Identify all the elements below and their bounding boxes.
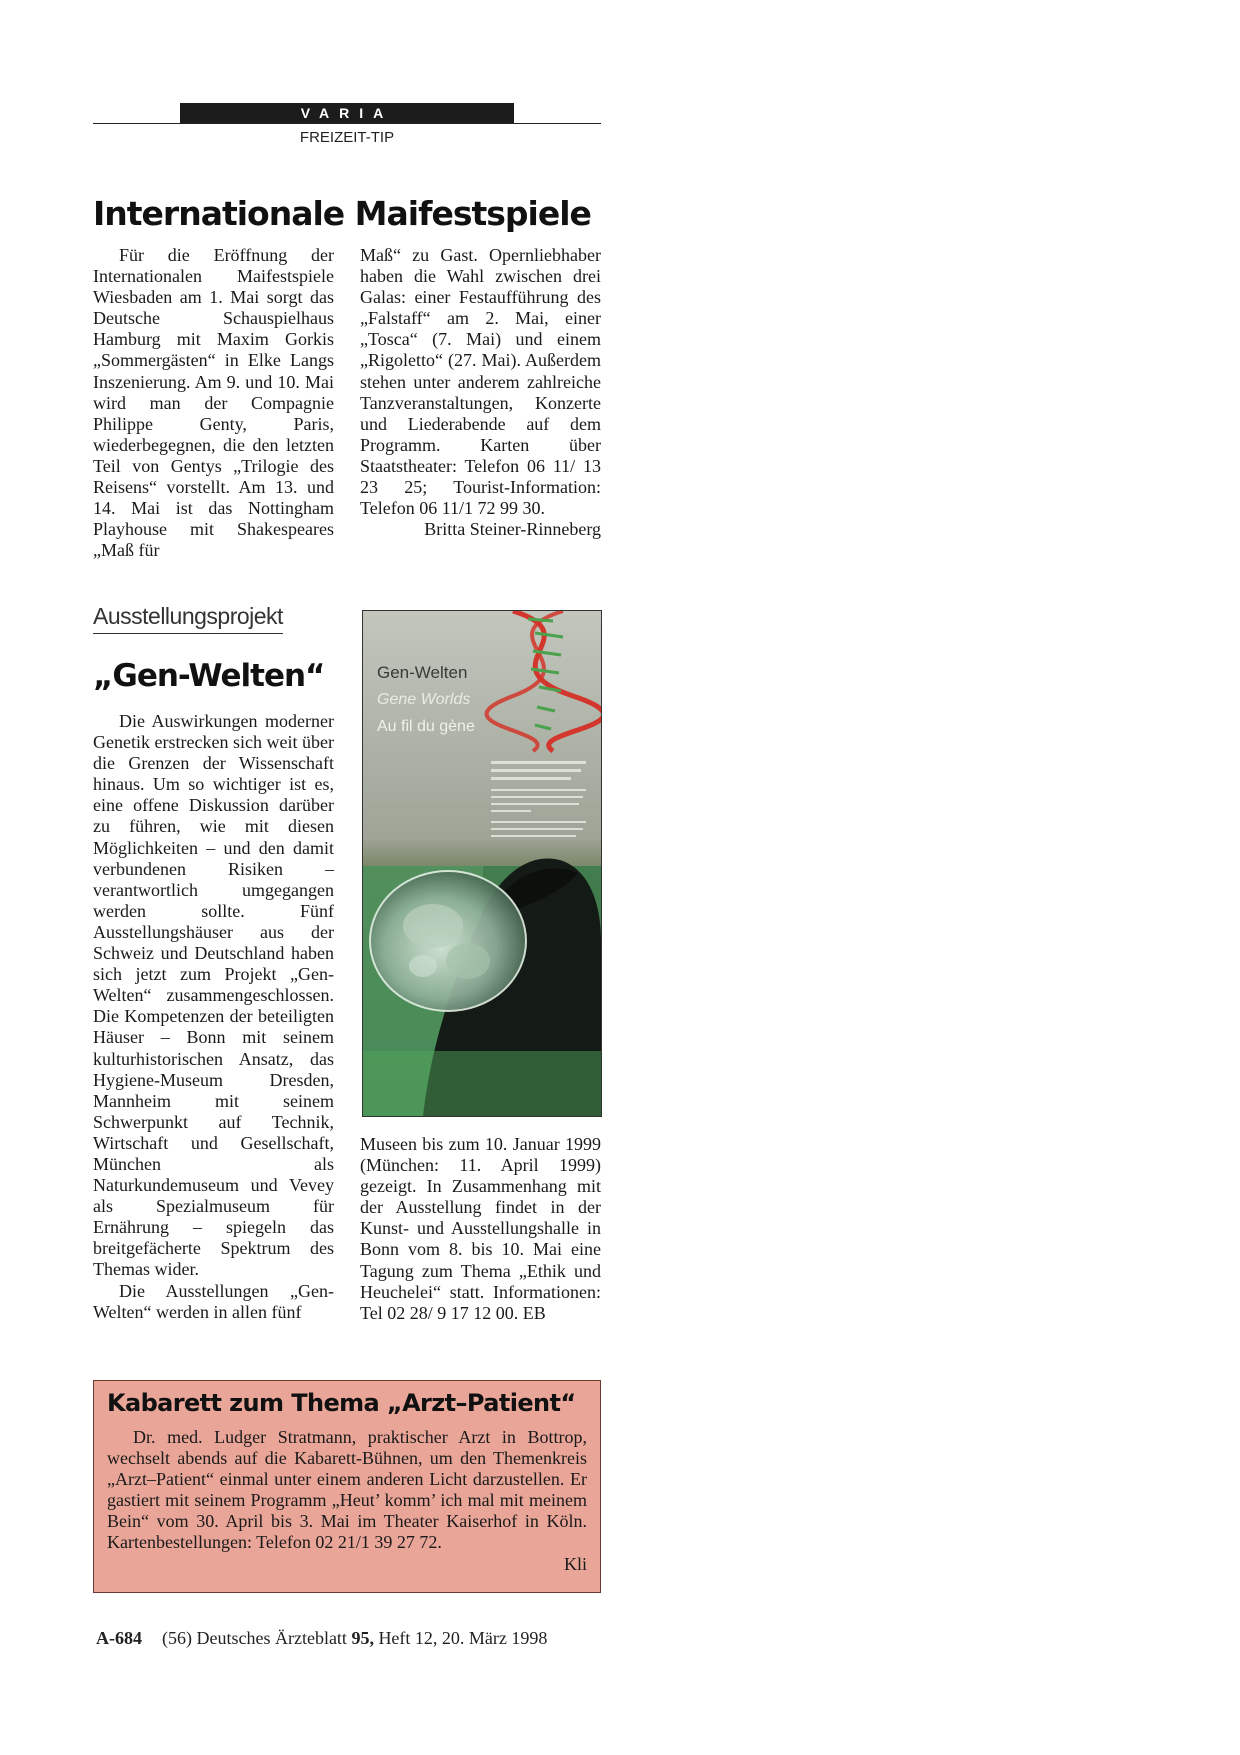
- article2-kicker: Ausstellungsprojekt: [93, 603, 283, 634]
- box-title: Kabarett zum Thema „Arzt–Patient“: [107, 1389, 576, 1417]
- section-label: VARIA: [180, 103, 514, 123]
- subsection-label: FREIZEIT-TIP: [299, 129, 395, 146]
- poster-title-fr: Au fil du gène: [377, 718, 475, 735]
- poster-title-de: Gen-Welten: [377, 663, 468, 682]
- box-paragraph: Dr. med. Ludger Stratmann, praktischer Arzt in Bottrop, wechselt abends auf die Kabarett-Bühnen, um den Themenkreis „Arzt–Patient“ einmal unter einem anderen Licht darzustellen. Er gastiert mit seinem Programm „Heut’ komm’ ich mal mit meinem Bein“ vom 30. April bis 3. Mai im Theater Kaiserhof in Köln. Kartenbestellungen: Telefon 02 21/1 39 27 72.: [107, 1427, 587, 1553]
- gen-welten-poster-image: [362, 610, 602, 1117]
- article-title-maifestspiele: Internationale Maifestspiele: [93, 194, 591, 233]
- poster-title-en: Gene Worlds: [377, 691, 471, 708]
- article2-paragraph-1: Die Auswirkungen moderner Genetik erstrecken sich weit über die Grenzen der Wissenschaft hinaus. Um so wichtiger ist es, eine offene Diskussion darüber zu führen, wie mit diesen Möglichkeiten – und den damit verbundenen Risiken – verantwortlich umgegangen werden sollte. Fünf Ausstellungshäuser aus der Schweiz und Deutschland haben sich jetzt zum Projekt „Gen-Welten“ zusammengeschlossen. Die Kompetenzen der beteiligten Häuser – Bonn mit seinem kulturhistorischen Ansatz, das Hygiene-Museum Dresden, Mannheim mit seinem Schwerpunkt auf Technik, Wirtschaft und Gesellschaft, München als Naturkundemuseum und Vevey als Spezialmuseum für Ernährung – spiegeln das breitgefächerte Spektrum des Themas wider.: [93, 711, 334, 1280]
- page-number: A-684: [96, 1628, 142, 1648]
- article-title-gen-welten: „Gen-Welten“: [93, 658, 325, 694]
- footer-volume: 95,: [351, 1628, 374, 1648]
- article2-paragraph-3: Museen bis zum 10. Januar 1999 (München: 11. April 1999) gezeigt. In Zusammenhang mit der Ausstellung findet in der Kunst- und Ausstellungshalle in Bonn vom 8. bis 10. Mai eine Tagung zum Thema „Ethik und Heuchelei“ statt. Informationen: Tel 02 28/ 9 17 12 00. EB: [360, 1134, 601, 1323]
- article1-paragraph-1: Für die Eröffnung der Internationalen Maifestspiele Wiesbaden am 1. Mai sorgt das Deutsche Schauspielhaus Hamburg mit Maxim Gorkis „Sommergästen“ in Elke Langs Inszenierung. Am 9. und 10. Mai wird man der Compagnie Philippe Genty, Paris, wiederbegegnen, die den letzten Teil von Gentys „Trilogie des Reisens“ vorstellt. Am 13. und 14. Mai ist das Nottingham Playhouse mit Shakespeares „Maß für: [93, 245, 334, 561]
- poster-artwork: [363, 611, 601, 1116]
- article1-column-2: [360, 245, 601, 540]
- box-body: [107, 1427, 587, 1575]
- article1-paragraph-2: Maß“ zu Gast. Opernliebhaber haben die Wahl zwischen drei Galas: einer Festaufführung des „Falstaff“ am 2. Mai, einer „Tosca“ (7. Mai) und einem „Rigoletto“ (27. Mai). Außerdem stehen unter anderem zahlreiche Tanzveranstaltungen, Konzerte und Liederabende auf dem Programm. Karten über Staatstheater: Telefon 06 11/ 13 23 25; Tourist-Information: Telefon 06 11/1 72 99 30.: [360, 245, 601, 519]
- article2-column-2: [360, 1134, 601, 1324]
- article2-column-1: [93, 711, 334, 1323]
- page-footer: [96, 1628, 547, 1649]
- article1-author: Britta Steiner-Rinneberg: [424, 519, 601, 540]
- footer-issue-suffix: Heft 12, 20. März 1998: [378, 1628, 548, 1648]
- article2-paragraph-2: Die Ausstellungen „Gen-Welten“ werden in allen fünf: [93, 1280, 334, 1322]
- kabarett-box: [93, 1380, 601, 1593]
- header-rule: [93, 123, 601, 124]
- footer-issue-prefix: (56) Deutsches Ärzteblatt: [162, 1628, 347, 1648]
- article1-column-1: [93, 245, 334, 561]
- box-author: Kli: [563, 1553, 587, 1574]
